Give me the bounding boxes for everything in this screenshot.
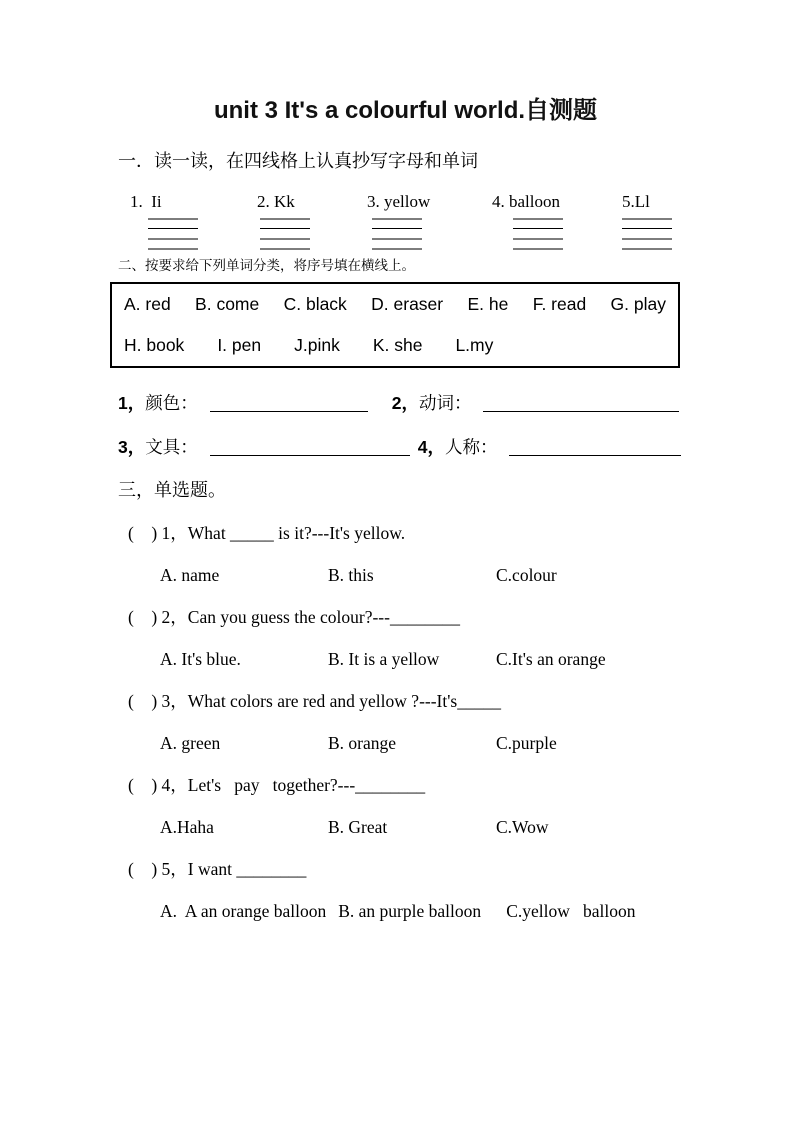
copy-item-label: 4. balloon xyxy=(492,192,560,211)
option-c: C.It's an orange xyxy=(496,649,606,669)
question-1-text: ( ) 1，What _____ is it?---It's yellow. xyxy=(128,523,406,543)
answer-blank xyxy=(509,442,681,456)
category-stationery xyxy=(118,436,410,458)
fourline-grid xyxy=(513,218,563,250)
option-b: B. Great xyxy=(328,817,388,837)
word-bank-item: F. read xyxy=(532,294,587,314)
word-bank-item: D. eraser xyxy=(371,294,444,314)
question-3-text: ( ) 3，What colors are red and yellow ?---It's_____ xyxy=(128,691,501,711)
category-label: 文具： xyxy=(145,437,198,457)
fourline-grid xyxy=(622,218,672,250)
question-4-text: ( ) 4，Let's pay together?---________ xyxy=(128,775,426,795)
category-number: 4， xyxy=(417,437,445,457)
page-title: unit 3 It's a colourful world.自测题 xyxy=(213,97,598,124)
option-a: A. green xyxy=(160,733,221,753)
fourline-grid xyxy=(148,218,198,250)
option-b: B. orange xyxy=(328,733,397,753)
category-number: 2， xyxy=(391,393,419,413)
copy-item-3 xyxy=(367,190,492,250)
fourline-grid xyxy=(260,218,310,250)
option-a: A. It's blue. xyxy=(160,649,241,669)
answer-blank xyxy=(483,398,679,412)
category-number: 1， xyxy=(118,393,146,413)
question-4-options xyxy=(118,816,707,839)
copy-item-label: 5.Ll xyxy=(622,192,650,211)
section3-heading: 三，单选题。 xyxy=(118,480,226,500)
category-label: 颜色： xyxy=(145,393,198,413)
question-5-text: ( ) 5，I want ________ xyxy=(128,859,307,879)
option-c: C.yellow balloon xyxy=(506,901,636,921)
copy-item-label: 3. yellow xyxy=(367,192,431,211)
fourline-grid xyxy=(372,218,422,250)
word-bank-row-1 xyxy=(124,294,666,315)
word-bank-item: E. he xyxy=(467,294,509,314)
word-bank-item: I. pen xyxy=(217,335,262,355)
option-b: B. It is a yellow xyxy=(328,649,440,669)
word-bank-item: J.pink xyxy=(294,335,340,355)
category-row-1 xyxy=(118,392,707,414)
option-b: B. an purple balloon xyxy=(338,901,482,921)
category-label: 动词： xyxy=(418,393,472,413)
answer-blank xyxy=(210,398,368,412)
category-row-2 xyxy=(118,436,707,458)
word-bank-row-2 xyxy=(124,335,666,356)
question-2-text: ( ) 2，Can you guess the colour?---________ xyxy=(128,607,460,627)
category-number: 3， xyxy=(118,437,146,457)
question-1-options xyxy=(118,564,707,587)
copy-item-5 xyxy=(622,190,672,250)
copy-item-2 xyxy=(257,190,367,250)
category-verbs xyxy=(392,392,680,414)
option-c: C.colour xyxy=(496,565,557,585)
section2-heading: 二、按要求给下列单词分类，将序号填在横线上。 xyxy=(118,258,415,273)
copy-practice-row xyxy=(118,190,707,250)
option-b: B. this xyxy=(328,565,374,585)
word-bank-item: H. book xyxy=(124,335,185,355)
category-pronouns xyxy=(418,436,682,458)
option-c: C.purple xyxy=(496,733,557,753)
question-5-options xyxy=(118,900,707,923)
option-a: A. name xyxy=(160,565,220,585)
copy-item-label: 2. Kk xyxy=(257,192,295,211)
word-bank-item: C. black xyxy=(283,294,347,314)
category-colors xyxy=(118,392,368,414)
answer-blank xyxy=(210,442,410,456)
section1-heading: 一．读一读，在四线格上认真抄写字母和单词 xyxy=(118,151,478,171)
option-a: A. A an orange balloon xyxy=(160,901,327,921)
word-bank-box xyxy=(110,282,680,368)
question-2-options xyxy=(118,648,707,671)
word-bank-item: A. red xyxy=(124,294,171,314)
copy-item-label: 1. Ii xyxy=(130,192,162,211)
copy-item-1 xyxy=(130,190,257,250)
word-bank-item: K. she xyxy=(372,335,423,355)
option-c: C.Wow xyxy=(496,817,549,837)
category-label: 人称： xyxy=(444,437,498,457)
question-3-options xyxy=(118,732,707,755)
word-bank-item: G. play xyxy=(610,294,666,314)
word-bank-item: B. come xyxy=(195,294,260,314)
copy-item-4 xyxy=(492,190,622,250)
word-bank-item: L.my xyxy=(455,335,494,355)
option-a: A.Haha xyxy=(160,817,214,837)
